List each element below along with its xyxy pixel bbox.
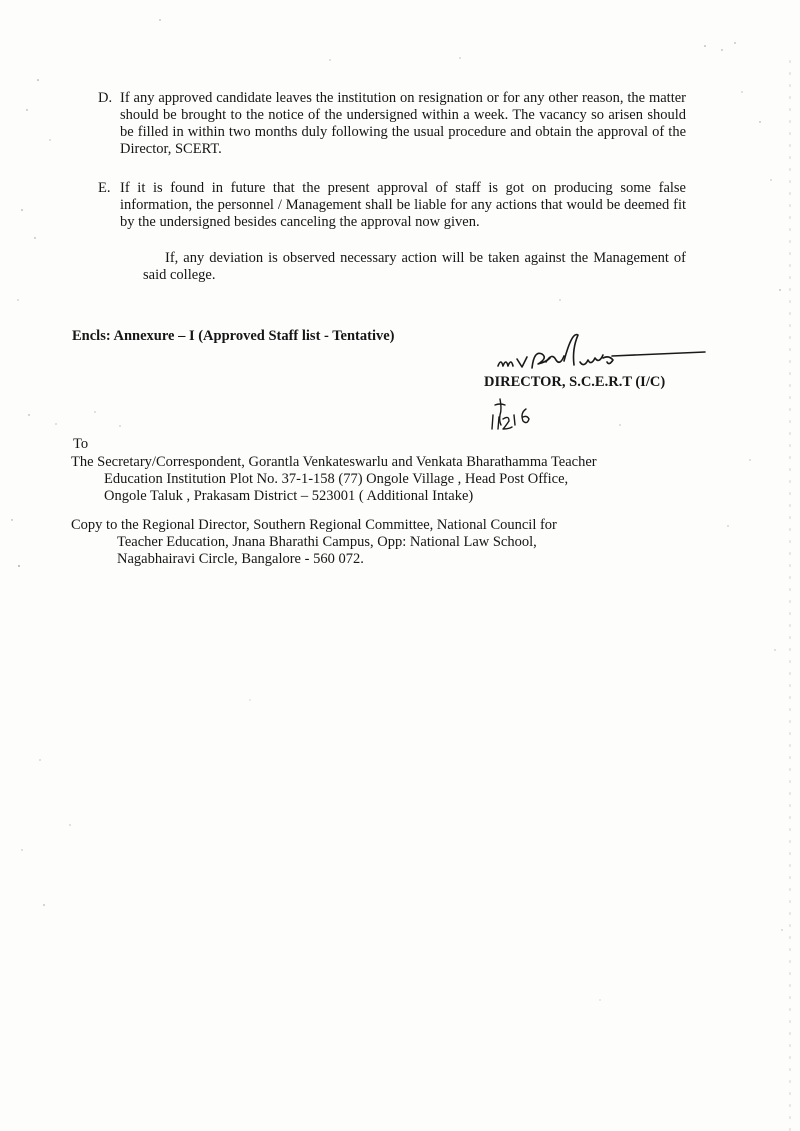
copy-to-line: Copy to the Regional Director, Southern Regional Committee, National Council for bbox=[71, 517, 557, 533]
condition-e bbox=[98, 180, 686, 231]
copy-to-address bbox=[71, 517, 557, 568]
condition-e-text: If it is found in future that the present approval of staff is got on producing some false information, the personnel / Management shall be liable for any actions that would be deemed fit by the undersigned besides canceling the approval now given. bbox=[120, 180, 686, 230]
recipient-address-line: The Secretary/Correspondent, Gorantla Venkateswarlu and Venkata Bharathamma Teacher bbox=[71, 454, 597, 470]
copy-to-line: Nagabhairavi Circle, Bangalore - 560 072. bbox=[117, 551, 364, 567]
handwritten-initials-date bbox=[486, 395, 546, 437]
director-title: DIRECTOR, S.C.E.R.T (I/C) bbox=[484, 374, 666, 390]
recipient-address-line: Education Institution Plot No. 37-1-158 (77) Ongole Village , Head Post Office, bbox=[104, 471, 569, 487]
condition-d-marker: D. bbox=[98, 90, 113, 106]
enclosure-line: Encls: Annexure – I (Approved Staff list - Tentative) bbox=[72, 328, 395, 344]
deviation-note bbox=[143, 250, 686, 284]
condition-e-marker: E. bbox=[98, 180, 111, 196]
recipient-address bbox=[71, 454, 597, 505]
copy-to-line: Teacher Education, Jnana Bharathi Campus, Opp: National Law School, bbox=[117, 534, 537, 550]
to-label: To bbox=[73, 436, 89, 452]
condition-d-text: If any approved candidate leaves the institution on resignation or for any other reason, the matter should be brought to the notice of the undersigned within a week. The vacancy so arisen should be filled in within two months duly following the usual procedure and obtain the approval of the Director, SCERT. bbox=[120, 90, 686, 157]
condition-d bbox=[98, 90, 686, 158]
deviation-note-text: If, any deviation is observed necessary action will be taken against the Management of said college. bbox=[143, 250, 686, 283]
recipient-address-line: Ongole Taluk , Prakasam District – 523001 ( Additional Intake) bbox=[104, 488, 474, 504]
